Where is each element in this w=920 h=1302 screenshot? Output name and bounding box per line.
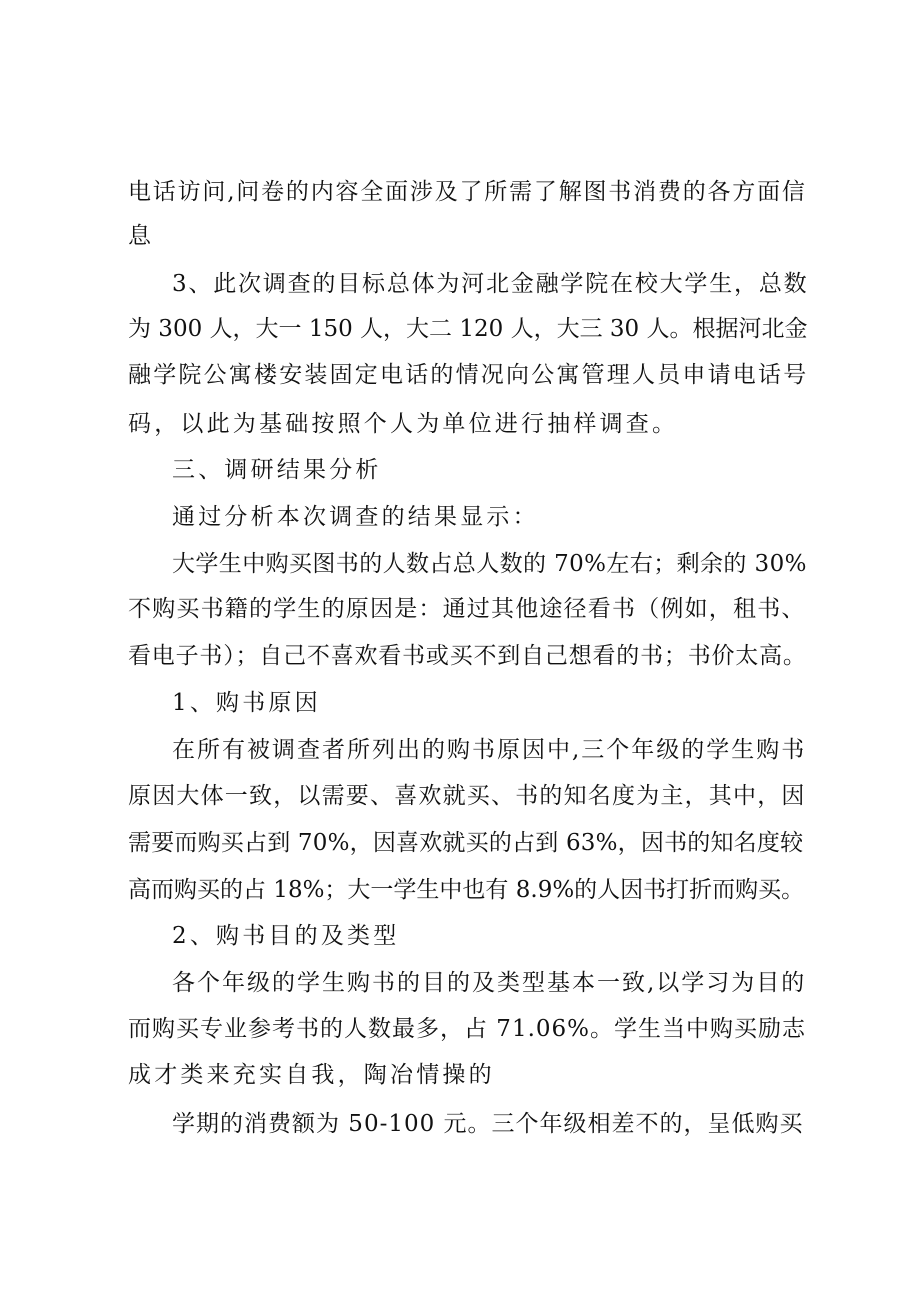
subsection-heading: 2、购书目的及类型 [172, 923, 400, 949]
paragraph-line: 融学院公寓楼安装固定电话的情况向公寓管理人员申请电话号 [128, 362, 809, 388]
paragraph-line: 在所有被调查者所列出的购书原因中,三个年级的学生购书 [172, 737, 807, 763]
paragraph-line: 各个年级的学生购书的目的及类型基本一致,以学习为目的 [172, 970, 807, 996]
paragraph-line: 看电子书）；自己不喜欢看书或买不到自己想看的书；书价太高。 [128, 643, 807, 669]
paragraph-line: 不购买书籍的学生的原因是：通过其他途径看书（例如，租书、 [128, 596, 806, 622]
paragraph-line: 息 [128, 223, 155, 249]
subsection-heading: 1、购书原因 [172, 690, 321, 716]
paragraph-line: 通过分析本次调查的结果显示： [172, 504, 539, 530]
paragraph-line: 为 300 人，大一 150 人，大二 120 人，大三 30 人。根据河北金 [128, 316, 808, 342]
paragraph-line: 高而购买的占 18%；大一学生中也有 8.9%的人因书打折而购买。 [128, 877, 805, 903]
paragraph-line: 3、此次调查的目标总体为河北金融学院在校大学生，总数 [172, 271, 809, 297]
paragraph-line: 学期的消费额为 50-100 元。三个年级相差不的，呈低购买 [172, 1111, 804, 1137]
paragraph-line: 码，以此为基础按照个人为单位进行抽样调查。 [128, 411, 679, 437]
paragraph-line: 原因大体一致，以需要、喜欢就买、书的知名度为主，其中，因 [128, 783, 806, 809]
paragraph-line: 需要而购买占到 70%，因喜欢就买的占到 63%，因书的知名度较 [128, 830, 804, 856]
paragraph-line: 成才类来充实自我，陶冶情操的 [128, 1062, 495, 1088]
section-heading: 三、调研结果分析 [172, 457, 382, 483]
paragraph-line: 大学生中购买图书的人数占总人数的 70%左右；剩余的 30% [172, 551, 807, 577]
paragraph-line: 而购买专业参考书的人数最多，占 71.06%。学生当中购买励志 [128, 1016, 807, 1042]
paragraph-line: 电话访问,问卷的内容全面涉及了所需了解图书消费的各方面信 [128, 179, 807, 205]
